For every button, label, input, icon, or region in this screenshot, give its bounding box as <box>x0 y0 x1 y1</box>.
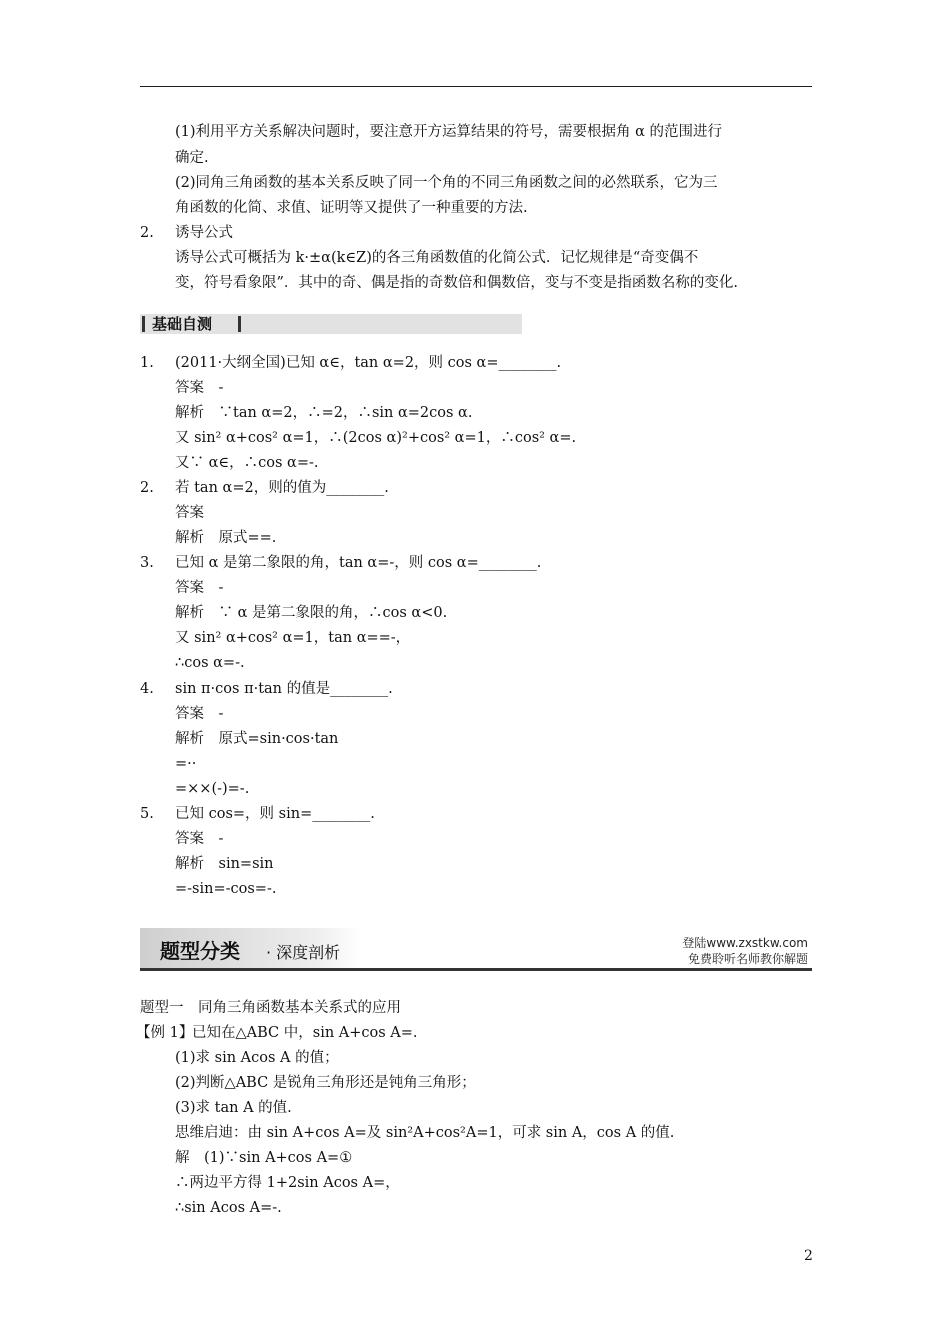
type1-heading: 题型一 同角三角函数基本关系式的应用 <box>140 1000 401 1016</box>
problem-5-answer: 答案 - <box>175 831 224 847</box>
note2-line1: (2)同角三角函数的基本关系反映了同一个角的不同三角函数之间的必然联系，它为三 <box>175 175 718 191</box>
problem-1-analysis: 解析 ∵tan α=2，∴=2，∴sin α=2cos α. <box>175 405 473 421</box>
note2-line2: 角函数的化简、求值、证明等又提供了一种重要的方法. <box>175 200 528 216</box>
note1-line2: 确定. <box>175 150 209 166</box>
example-1-solution-step: ∴sin Acos A=-. <box>175 1200 282 1216</box>
section-bar-left-mark <box>142 316 145 332</box>
problem-5-step: =-sin=-cos=-. <box>175 881 277 897</box>
problem-3-answer: 答案 - <box>175 580 224 596</box>
note1-line1: (1)利用平方关系解决问题时，要注意开方运算结果的符号，需要根据角 α 的范围进行 <box>175 124 723 140</box>
problem-3-question: 已知 α 是第二象限的角，tan α=-，则 cos α=________. <box>175 555 542 571</box>
example-1-text: 已知在△ABC 中，sin A+cos A=. <box>192 1025 418 1041</box>
problem-3-step: 又 sin² α+cos² α=1，tan α==-， <box>175 630 411 646</box>
problem-2-answer: 答案 <box>175 505 204 521</box>
problem-3-number: 3. <box>140 555 154 571</box>
item2-line1: 诱导公式可概括为 k·±α(k∈Z)的各三角函数值的化简公式．记忆规律是“奇变偶不 <box>175 250 699 266</box>
banner-subtitle: · 深度剖析 <box>266 943 341 962</box>
example-1-label: 【例 1】 <box>136 1025 194 1041</box>
problem-2-number: 2. <box>140 480 154 496</box>
banner-website: 登陆www.zxstkw.com <box>682 936 808 950</box>
section-header-jichu <box>140 314 522 334</box>
item2-number: 2. <box>140 225 154 241</box>
problem-4-number: 4. <box>140 681 154 697</box>
example-1-part3: (3)求 tan A 的值. <box>175 1100 292 1116</box>
problem-5-question: 已知 cos=，则 sin=________. <box>175 806 375 822</box>
problem-1-step: 又∵ α∈，∴cos α=-. <box>175 455 319 471</box>
problem-4-analysis: 解析 原式=sin·cos·tan <box>175 731 339 747</box>
example-1-solution: 解 (1)∵sin A+cos A=① <box>175 1150 353 1166</box>
problem-4-step: =·· <box>175 756 197 772</box>
item2-line2: 变，符号看象限”．其中的奇、偶是指的奇数倍和偶数倍，变与不变是指函数名称的变化. <box>175 275 739 291</box>
problem-4-step: =××(-)=-. <box>175 781 250 797</box>
item2-title: 诱导公式 <box>175 225 233 241</box>
banner-rule <box>140 968 812 971</box>
banner-slogan: 免费聆听名师教你解题 <box>687 952 808 966</box>
problem-4-answer: 答案 - <box>175 706 224 722</box>
problem-4-question: sin π·cos π·tan 的值是________. <box>175 681 393 697</box>
problem-3-step: ∴cos α=-. <box>175 655 245 671</box>
problem-1-number: 1. <box>140 355 154 371</box>
problem-5-analysis: 解析 sin=sin <box>175 856 274 872</box>
problem-1-step: 又 sin² α+cos² α=1，∴(2cos α)²+cos² α=1，∴cos² α=. <box>175 430 577 446</box>
header-rule <box>140 86 812 87</box>
problem-1-answer: 答案 - <box>175 380 224 396</box>
example-1-solution-step: ∴两边平方得 1+2sin Acos A=， <box>175 1175 400 1191</box>
page-number: 2 <box>804 1248 813 1264</box>
section-title: 基础自测 <box>152 315 213 333</box>
problem-1-question: (2011·大纲全国)已知 α∈，tan α=2，则 cos α=________. <box>175 355 562 371</box>
banner-title: 题型分类 <box>160 939 240 963</box>
example-1-hint: 思维启迪：由 sin A+cos A=及 sin²A+cos²A=1，可求 sin A，cos A 的值. <box>175 1125 675 1141</box>
problem-2-analysis: 解析 原式==. <box>175 530 277 546</box>
example-1-part2: (2)判断△ABC 是锐角三角形还是钝角三角形； <box>175 1075 476 1091</box>
problem-3-analysis: 解析 ∵ α 是第二象限的角，∴cos α<0. <box>175 605 448 621</box>
problem-5-number: 5. <box>140 806 154 822</box>
section-banner <box>140 928 812 972</box>
example-1-part1: (1)求 sin Acos A 的值； <box>175 1050 339 1066</box>
section-bar-right-mark <box>238 316 241 332</box>
problem-2-question: 若 tan α=2，则的值为________. <box>175 480 389 496</box>
